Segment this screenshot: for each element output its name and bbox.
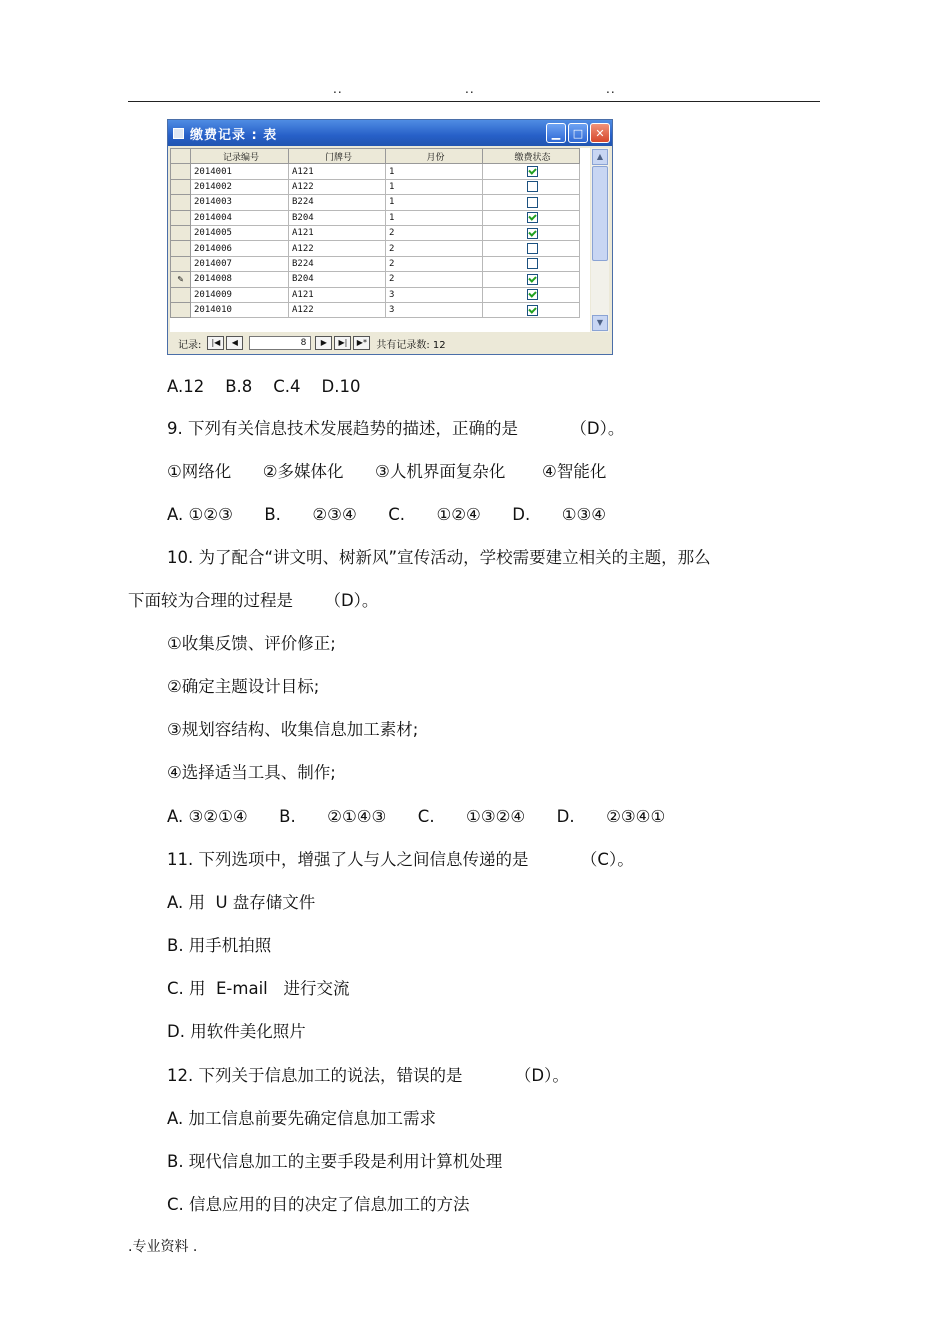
cell-payment-status[interactable] <box>483 179 580 194</box>
cell-payment-status[interactable] <box>483 256 580 271</box>
table-row[interactable] <box>171 225 580 240</box>
cell-door-number[interactable]: B204 <box>289 210 386 225</box>
paid-checkbox[interactable] <box>527 212 538 223</box>
cell-door-number[interactable]: A122 <box>289 179 386 194</box>
close-icon[interactable]: ✕ <box>590 123 610 143</box>
q12-option-a: A. 加工信息前要先确定信息加工需求 <box>167 1109 436 1128</box>
row-selector[interactable] <box>171 287 191 302</box>
q9-stem: 9. 下列有关信息技术发展趋势的描述，正确的是 （D）。 <box>167 419 625 438</box>
q8-options: A.12 B.8 C.4 D.10 <box>167 377 361 396</box>
current-record-input[interactable]: 8 <box>249 336 311 350</box>
table-row[interactable] <box>171 179 580 194</box>
minimize-icon[interactable]: ▁ <box>546 123 566 143</box>
cell-door-number[interactable]: B224 <box>289 256 386 271</box>
new-record-icon[interactable]: ▶* <box>353 336 370 350</box>
header-rule <box>128 101 820 102</box>
table-icon <box>173 128 184 139</box>
cell-record-id[interactable]: 2014006 <box>191 241 289 256</box>
paid-checkbox[interactable] <box>527 305 538 316</box>
q12-option-c: C. 信息应用的目的决定了信息加工的方法 <box>167 1195 470 1214</box>
scroll-thumb[interactable] <box>592 166 608 261</box>
table-row[interactable] <box>171 302 580 317</box>
q10-step-4: ④选择适当工具、制作; <box>167 763 336 782</box>
cell-month[interactable]: 3 <box>386 302 483 317</box>
window-titlebar <box>168 120 612 146</box>
q10-options: A. ③②①④ B. ②①④③ C. ①③②④ D. ②③④① <box>167 807 666 826</box>
row-selector[interactable] <box>171 210 191 225</box>
q10-stem-2: 下面较为合理的过程是 （D）。 <box>128 591 379 610</box>
cell-payment-status[interactable] <box>483 272 580 287</box>
q10-stem-1: 10. 为了配合“讲文明、树新风”宣传活动，学校需要建立相关的主题，那么 <box>167 548 711 567</box>
cell-month[interactable]: 1 <box>386 164 483 179</box>
cell-record-id[interactable]: 2014001 <box>191 164 289 179</box>
table-row[interactable] <box>171 195 580 210</box>
row-selector[interactable] <box>171 195 191 210</box>
scroll-down-icon[interactable]: ▼ <box>592 315 608 331</box>
q9-items: ①网络化 ②多媒体化 ③人机界面复杂化 ④智能化 <box>167 462 607 481</box>
cell-record-id[interactable]: 2014003 <box>191 195 289 210</box>
cell-door-number[interactable]: A122 <box>289 241 386 256</box>
cell-payment-status[interactable] <box>483 225 580 240</box>
table-window <box>167 119 613 355</box>
col-header-month[interactable]: 月份 <box>386 149 483 164</box>
q11-stem: 11. 下列选项中，增强了人与人之间信息传递的是 （C）。 <box>167 850 634 869</box>
cell-month[interactable]: 2 <box>386 241 483 256</box>
cell-month[interactable]: 2 <box>386 256 483 271</box>
next-record-icon[interactable]: ▶ <box>315 336 332 350</box>
cell-month[interactable]: 2 <box>386 272 483 287</box>
col-header-door[interactable]: 门牌号 <box>289 149 386 164</box>
table-row[interactable] <box>171 210 580 225</box>
cell-record-id[interactable]: 2014007 <box>191 256 289 271</box>
q10-step-2: ②确定主题设计目标; <box>167 677 320 696</box>
cell-record-id[interactable]: 2014010 <box>191 302 289 317</box>
paid-checkbox[interactable] <box>527 197 538 208</box>
cell-record-id[interactable]: 2014004 <box>191 210 289 225</box>
paid-checkbox[interactable] <box>527 181 538 192</box>
cell-payment-status[interactable] <box>483 195 580 210</box>
q9-options: A. ①②③ B. ②③④ C. ①②④ D. ①③④ <box>167 505 607 524</box>
paid-checkbox[interactable] <box>527 274 538 285</box>
window-title: 缴费记录 : 表 <box>190 127 278 143</box>
paid-checkbox[interactable] <box>527 289 538 300</box>
cell-record-id[interactable]: 2014002 <box>191 179 289 194</box>
total-records-label: 共有记录数: 12 <box>376 339 446 351</box>
cell-payment-status[interactable] <box>483 164 580 179</box>
vertical-scrollbar[interactable] <box>591 148 609 332</box>
first-record-icon[interactable]: |◀ <box>207 336 224 350</box>
q12-option-b: B. 现代信息加工的主要手段是利用计算机处理 <box>167 1152 503 1171</box>
table-row[interactable] <box>171 164 580 179</box>
paid-checkbox[interactable] <box>527 243 538 254</box>
records-table <box>170 148 580 318</box>
header-dots-1: .. <box>333 82 343 96</box>
paid-checkbox[interactable] <box>527 166 538 177</box>
q11-option-a: A. 用 U 盘存储文件 <box>167 893 316 912</box>
row-selector[interactable] <box>171 179 191 194</box>
cell-payment-status[interactable] <box>483 241 580 256</box>
q10-step-3: ③规划容结构、收集信息加工素材; <box>167 720 419 739</box>
cell-record-id[interactable]: 2014009 <box>191 287 289 302</box>
cell-record-id[interactable]: 2014008 <box>191 272 289 287</box>
row-selector[interactable] <box>171 241 191 256</box>
paid-checkbox[interactable] <box>527 228 538 239</box>
cell-month[interactable]: 2 <box>386 225 483 240</box>
header-dots-3: .. <box>606 82 616 96</box>
q11-option-b: B. 用手机拍照 <box>167 936 272 955</box>
last-record-icon[interactable]: ▶| <box>334 336 351 350</box>
row-selector-header <box>171 149 191 164</box>
row-selector[interactable] <box>171 164 191 179</box>
cell-payment-status[interactable] <box>483 287 580 302</box>
q10-step-1: ①收集反馈、评价修正; <box>167 634 336 653</box>
cell-payment-status[interactable] <box>483 210 580 225</box>
table-row[interactable] <box>171 241 580 256</box>
paid-checkbox[interactable] <box>527 258 538 269</box>
cell-door-number[interactable]: A122 <box>289 302 386 317</box>
scroll-up-icon[interactable]: ▲ <box>592 149 608 165</box>
cell-payment-status[interactable] <box>483 302 580 317</box>
col-header-status[interactable]: 缴费状态 <box>483 149 580 164</box>
nav-label: 记录: <box>178 339 202 351</box>
maximize-icon[interactable]: □ <box>568 123 588 143</box>
datasheet-grid <box>170 148 590 332</box>
header-dots-2: .. <box>465 82 475 96</box>
cell-month[interactable]: 1 <box>386 195 483 210</box>
cell-month[interactable]: 1 <box>386 210 483 225</box>
q12-stem: 12. 下列关于信息加工的说法，错误的是 （D）。 <box>167 1066 569 1085</box>
cell-month[interactable]: 3 <box>386 287 483 302</box>
cell-door-number[interactable]: A121 <box>289 225 386 240</box>
cell-door-number[interactable]: B204 <box>289 272 386 287</box>
table-row[interactable] <box>171 287 580 302</box>
row-selector[interactable]: ✎ <box>171 272 191 287</box>
record-navigation <box>170 333 610 353</box>
table-row[interactable] <box>171 272 580 287</box>
row-selector[interactable] <box>171 256 191 271</box>
cell-door-number[interactable]: B224 <box>289 195 386 210</box>
page-footer: .专业资料 . <box>128 1239 198 1255</box>
cell-record-id[interactable]: 2014005 <box>191 225 289 240</box>
cell-door-number[interactable]: A121 <box>289 164 386 179</box>
col-header-id[interactable]: 记录编号 <box>191 149 289 164</box>
row-selector[interactable] <box>171 302 191 317</box>
row-selector[interactable] <box>171 225 191 240</box>
q11-option-d: D. 用软件美化照片 <box>167 1022 306 1041</box>
q11-option-c: C. 用 E-mail 进行交流 <box>167 979 350 998</box>
prev-record-icon[interactable]: ◀ <box>226 336 243 350</box>
table-row[interactable] <box>171 256 580 271</box>
cell-month[interactable]: 1 <box>386 179 483 194</box>
cell-door-number[interactable]: A121 <box>289 287 386 302</box>
